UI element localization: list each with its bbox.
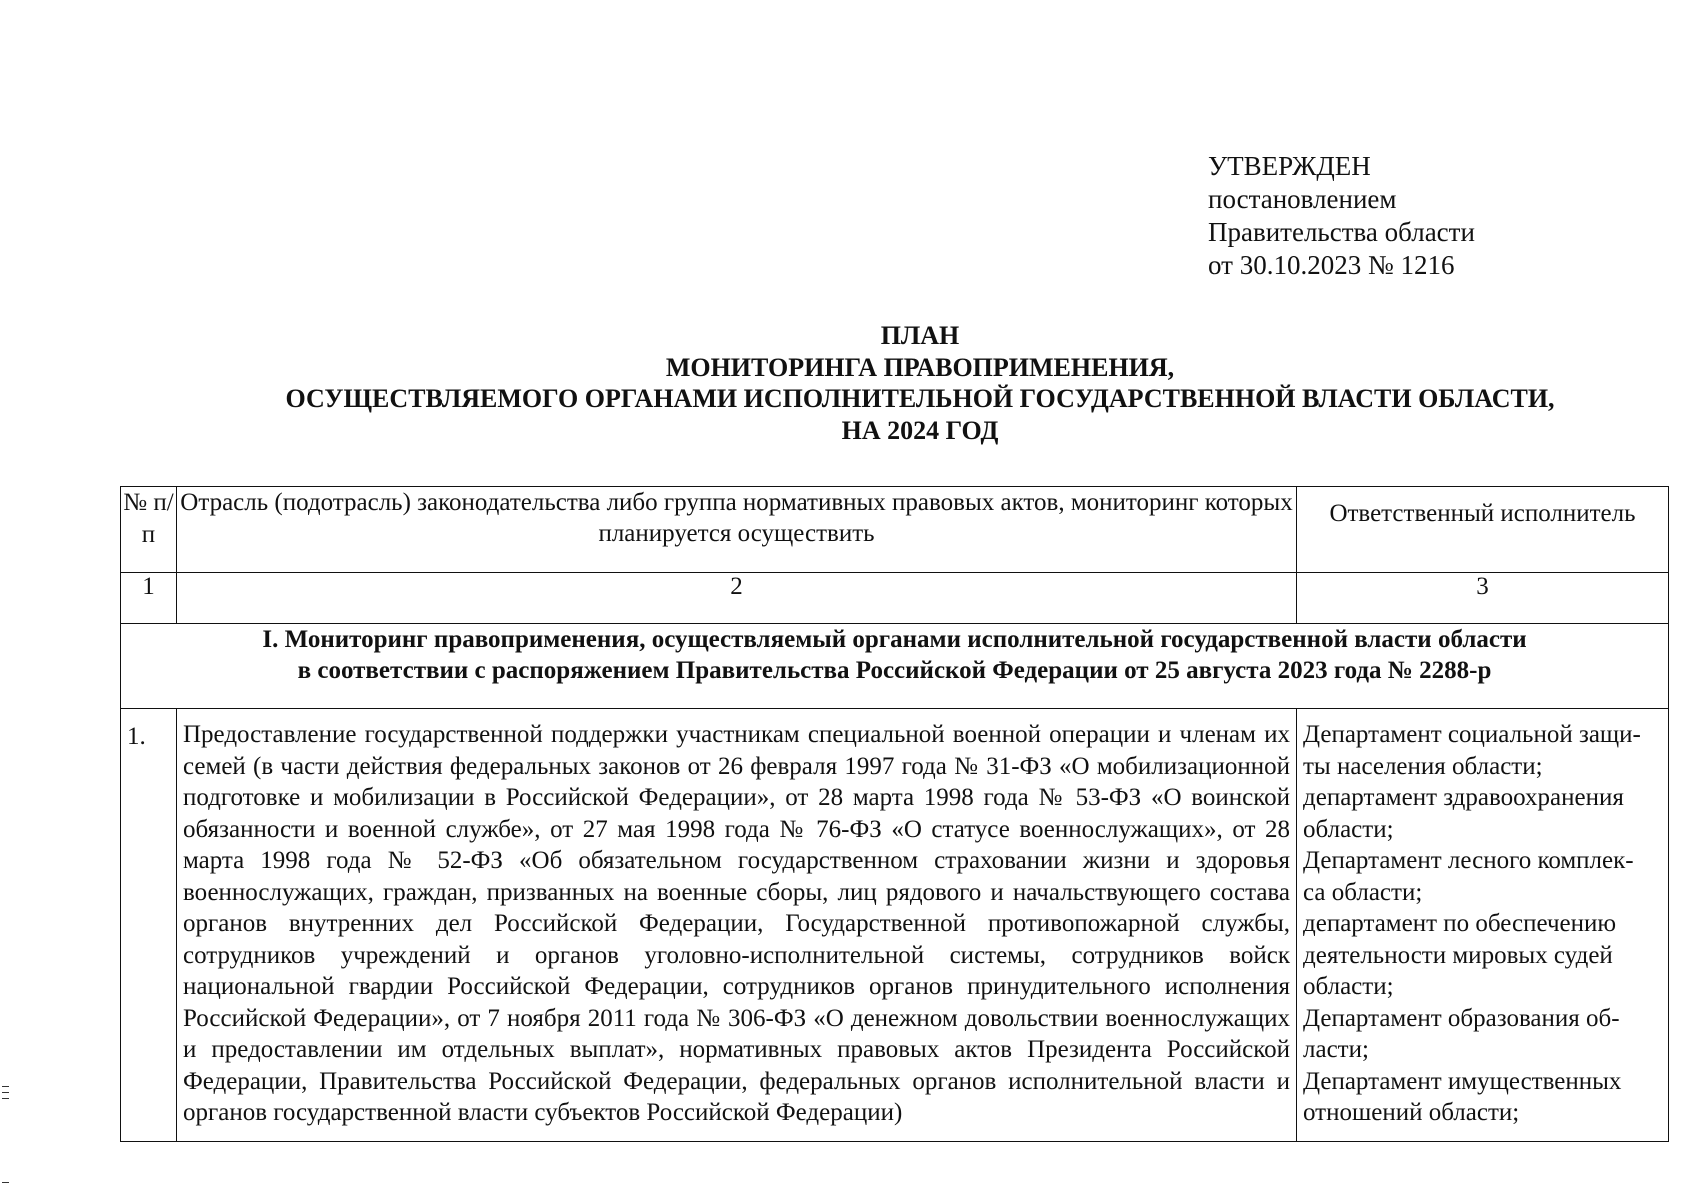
scan-margin-mark xyxy=(2,1182,9,1183)
responsible-line: департамент по обеспечению xyxy=(1303,910,1617,937)
responsible-line: департамент здравоохранения xyxy=(1303,784,1624,811)
responsible-line: области; xyxy=(1303,973,1394,1000)
header-responsible: Ответственный исполнитель xyxy=(1297,487,1669,573)
responsible-line: ласти; xyxy=(1303,1036,1369,1063)
title-line-year: НА 2024 ГОД xyxy=(841,415,999,445)
row-number: 1. xyxy=(121,709,177,1142)
responsible-line: деятельности мировых судей xyxy=(1303,941,1613,969)
responsible-line: области; xyxy=(1303,815,1394,843)
responsible-line: Департамент имущественных xyxy=(1303,1067,1622,1095)
approval-line-date-number: от 30.10.2023 № 1216 xyxy=(1208,250,1455,280)
scan-margin-mark xyxy=(2,1086,9,1087)
approval-line-approved: УТВЕРЖДЕН xyxy=(1208,151,1371,181)
title-line-executed-by: ОСУЩЕСТВЛЯЕМОГО ОРГАНАМИ ИСПОЛНИТЕЛЬНОЙ ГОСУДАРСТВЕННОЙ ВЛАСТИ ОБЛАСТИ, xyxy=(285,384,1555,413)
responsible-line: са области; xyxy=(1303,878,1423,906)
plan-table xyxy=(120,486,1669,1142)
responsible-line: ты населения области; xyxy=(1303,752,1543,780)
approval-stamp xyxy=(1208,150,1475,282)
responsible-line: Департамент лесного комплек- xyxy=(1303,847,1634,874)
section-heading-line-1: I. Мониторинг правоприменения, осуществляемый органами исполнительной государственной власти области xyxy=(262,626,1527,653)
column-numbers-row xyxy=(121,573,1669,624)
row-legislation-text: Предоставление государственной поддержки участникам специальной военной операции и членам их семей (в части действия федеральных законов от 26 февраля 1997 года № 31-ФЗ «О мобилизационной подготовке и мобилизации в Российской Федерации», от 28 марта 1998 года № 53-ФЗ «О воинской обязанности и военной службе», от 27 мая 1998 года № 76-ФЗ «О статусе военнослужащих», от 28 марта 1998 года № 52-ФЗ «Об обязательном государственном страховании жизни и здоровья военнослужащих, граждан, призванных на военные сборы, лиц рядового и начальствующего состава органов внутренних дел Российской Федерации, Государственной противопожарной службы, сотрудников учреждений и органов уголовно-исполнительной системы, сотрудников войск национальной гвардии Российской Федерации, сотрудников органов принудительного исполнения Российской Федерации», от 7 ноября 2011 года № 306-ФЗ «О денежном довольствии военнослужащих и предоставлении им отдельных выплат», нормативных правовых актов Президента Российской Федерации, Правительства Российской Федерации, федеральных органов исполнительной власти и органов государственной власти субъектов Российской Федерации) xyxy=(177,709,1297,1142)
section-heading xyxy=(121,624,1669,709)
title-line-plan: ПЛАН xyxy=(880,321,960,350)
title-line-monitoring: МОНИТОРИНГА ПРАВОПРИМЕНЕНИЯ, xyxy=(665,352,1175,382)
scan-margin-mark xyxy=(2,1098,9,1099)
header-number: № п/п xyxy=(121,487,177,573)
column-number-3: 3 xyxy=(1297,573,1669,624)
approval-line-resolution: постановлением xyxy=(1208,184,1397,214)
column-number-2: 2 xyxy=(177,573,1297,624)
table-row xyxy=(121,709,1669,1142)
document-title xyxy=(130,320,1697,446)
responsible-line: отношений области; xyxy=(1303,1099,1520,1126)
table-header-row xyxy=(121,487,1669,573)
header-branch: Отрасль (подотрасль) законодательства либо группа нормативных правовых актов, мониторинг которых планируется осуществить xyxy=(177,487,1297,573)
row-responsible xyxy=(1297,709,1669,1142)
approval-line-government: Правительства области xyxy=(1208,217,1475,247)
responsible-line: Департамент социальной защи- xyxy=(1303,721,1641,748)
responsible-line: Департамент образования об- xyxy=(1303,1004,1620,1032)
scan-margin-mark xyxy=(2,1092,9,1093)
section-heading-line-2: в соответствии с распоряжением Правительства Российской Федерации от 25 августа 2023 года № 2288-р xyxy=(297,657,1492,684)
section-heading-row xyxy=(121,624,1669,709)
column-number-1: 1 xyxy=(121,573,177,624)
